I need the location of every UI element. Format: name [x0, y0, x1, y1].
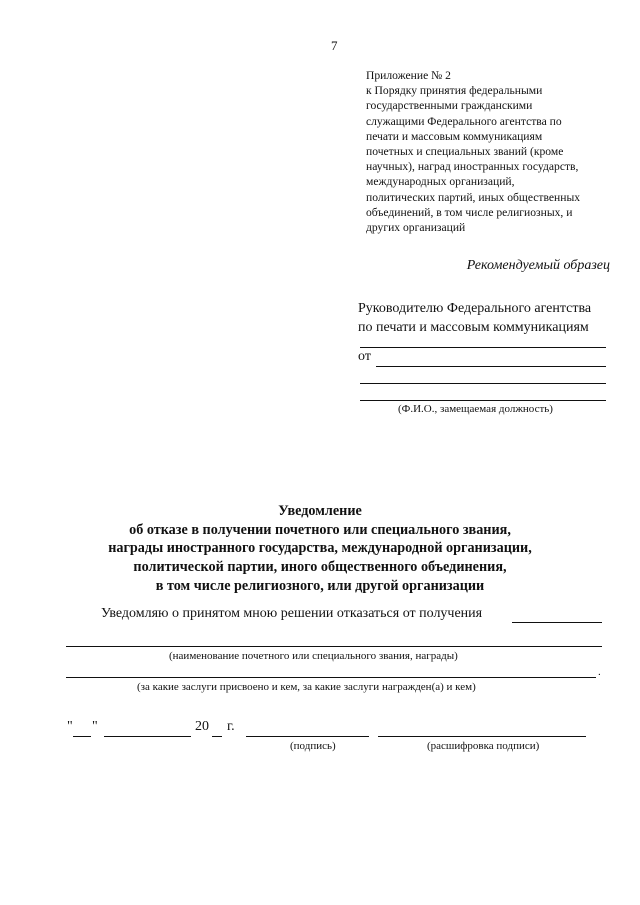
addressee-blank-line-3[interactable] [360, 400, 606, 401]
day-blank[interactable] [73, 736, 91, 737]
appendix-line: объединений, в том числе религиозных, и [366, 205, 573, 219]
award-blank-line-2[interactable] [66, 646, 602, 647]
trailing-period: . [598, 666, 601, 678]
addressee-blank-line-1[interactable] [360, 347, 606, 348]
signature-blank[interactable] [246, 736, 369, 737]
appendix-line: Приложение № 2 [366, 69, 451, 82]
addressee-line-1: Руководителю Федерального агентства [358, 301, 592, 316]
appendix-line: печати и массовым коммуникациям [366, 129, 543, 143]
year-blank[interactable] [212, 736, 222, 737]
signature-decoding-caption: (расшифровка подписи) [427, 740, 540, 752]
signature-decoding-blank[interactable] [378, 736, 586, 737]
notice-title [0, 502, 640, 596]
year-prefix: 20 [195, 719, 209, 734]
notice-title-line: Уведомление [278, 503, 362, 519]
signature-caption: (подпись) [290, 740, 336, 752]
appendix-line: почетных и специальных званий (кроме [366, 145, 564, 159]
appendix-line: политических партий, иных общественных [366, 190, 581, 204]
month-blank[interactable] [104, 736, 191, 737]
appendix-line: международных организаций, [366, 175, 515, 189]
merits-caption: (за какие заслуги присвоено и кем, за какие заслуги награжден(а) и кем) [137, 681, 476, 693]
addressee-line-2: по печати и массовым коммуникациям [358, 319, 589, 335]
recommended-sample-label: Рекомендуемый образец [466, 258, 610, 273]
year-suffix: г. [227, 719, 235, 734]
date-quote-open: " [67, 719, 73, 734]
from-label: от [358, 349, 371, 364]
addressee-blank-line-2[interactable] [360, 383, 606, 384]
notice-title-line: об отказе в получении почетного или специального звания, [129, 521, 511, 538]
appendix-line: к Порядку принятия федеральными [366, 84, 543, 98]
appendix-line: государственными гражданскими [366, 99, 533, 113]
notice-title-line: в том числе религиозного, или другой организации [155, 577, 485, 594]
date-quote-close: " [92, 719, 98, 734]
addressee-from-line[interactable] [376, 366, 606, 367]
appendix-header [366, 68, 580, 235]
addressee-block [358, 300, 591, 337]
award-blank-line-1[interactable] [512, 622, 602, 623]
notice-body-text: Уведомляю о принятом мною решении отказаться от получения [101, 606, 483, 621]
fio-caption: (Ф.И.О., замещаемая должность) [398, 403, 553, 415]
page-number: 7 [331, 38, 338, 53]
merits-blank-line[interactable] [66, 677, 596, 678]
award-name-caption: (наименование почетного или специального звания, награды) [169, 650, 458, 662]
notice-title-line: награды иностранного государства, международной организации, [108, 540, 532, 557]
appendix-line: других организаций [366, 221, 466, 235]
notice-title-line: политической партии, иного общественного объединения, [133, 559, 507, 576]
appendix-line: научных), наград иностранных государств, [366, 160, 579, 174]
appendix-line: служащими Федерального агентства по [366, 114, 562, 128]
